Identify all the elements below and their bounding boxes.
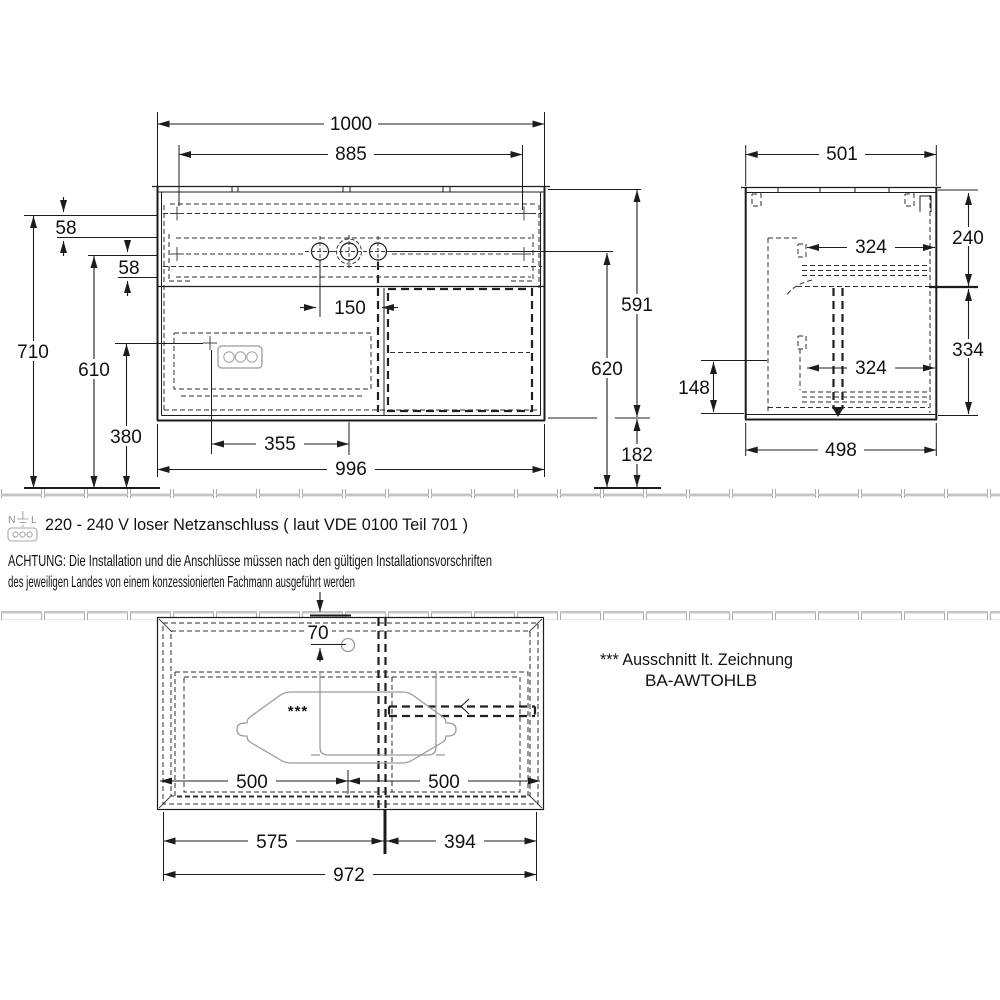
- dim-label-380: 380: [110, 427, 142, 448]
- dim-label-498: 498: [825, 440, 857, 461]
- front-divider-hidden: [378, 262, 532, 412]
- dim-label-575: 575: [256, 832, 288, 853]
- dim-label-394: 394: [444, 832, 476, 853]
- dim-label-501: 501: [826, 144, 858, 165]
- cutout-note: [600, 650, 793, 690]
- power-plug-icon: [8, 511, 37, 541]
- plan-view: [157, 592, 544, 886]
- front-view: [15, 112, 659, 488]
- warning-note: [8, 553, 492, 591]
- dim-label-620: 620: [591, 359, 623, 380]
- drain-pipe-arrow: [832, 407, 844, 417]
- dim-label-591: 591: [621, 295, 653, 316]
- dim-label-58-top: 58: [55, 218, 77, 239]
- dim-label-70: 70: [307, 623, 329, 644]
- dim-label-500-right: 500: [428, 772, 460, 793]
- dim-label-324-bottom: 324: [855, 358, 887, 379]
- dim-label-1000: 1000: [329, 114, 373, 135]
- dim-label-972: 972: [333, 865, 365, 886]
- power-icon-l-label: L: [31, 514, 37, 526]
- tile-row-upper: [0, 488, 1000, 498]
- warning-line-1: ACHTUNG: Die Installation und die Anschlüsse müssen nach den gültigen Installationsvorschriften: [8, 553, 492, 570]
- dim-label-334: 334: [952, 340, 984, 361]
- cutout-marker: ***: [287, 703, 309, 720]
- drain-pipe-hidden: [834, 288, 843, 409]
- ground-icon: [17, 511, 28, 526]
- dim-label-500-left: 500: [236, 772, 268, 793]
- power-icon-n-label: N: [8, 514, 16, 526]
- power-note: [8, 511, 468, 541]
- dim-label-324-top: 324: [855, 237, 887, 258]
- dim-label-58-hole: 58: [118, 258, 140, 279]
- side-view: [678, 144, 990, 461]
- side-hidden-lines: [752, 194, 930, 417]
- dim-label-610: 610: [78, 360, 110, 381]
- front-dimension-labels: [15, 114, 659, 480]
- dim-label-885: 885: [335, 144, 367, 165]
- cutout-note-line-1: *** Ausschnitt lt. Zeichnung: [600, 650, 793, 669]
- warning-line-2: des jeweiligen Landes von einem konzessionierten Fachmann ausgeführt werden: [8, 574, 355, 591]
- dim-label-710: 710: [17, 342, 49, 363]
- dim-label-150: 150: [334, 298, 366, 319]
- dim-label-182: 182: [621, 445, 653, 466]
- dim-label-240: 240: [952, 228, 984, 249]
- dim-label-996: 996: [335, 459, 367, 480]
- cutout-note-line-2: BA-AWTOHLB: [645, 671, 757, 690]
- dim-label-148: 148: [678, 378, 710, 399]
- front-extension-lines: [24, 112, 650, 477]
- power-socket: [218, 346, 262, 368]
- dim-label-355: 355: [264, 434, 296, 455]
- side-cabinet-outline: [741, 188, 941, 420]
- power-note-text: 220 - 240 V loser Netzanschluss ( laut VDE 0100 Teil 701 ): [45, 515, 468, 534]
